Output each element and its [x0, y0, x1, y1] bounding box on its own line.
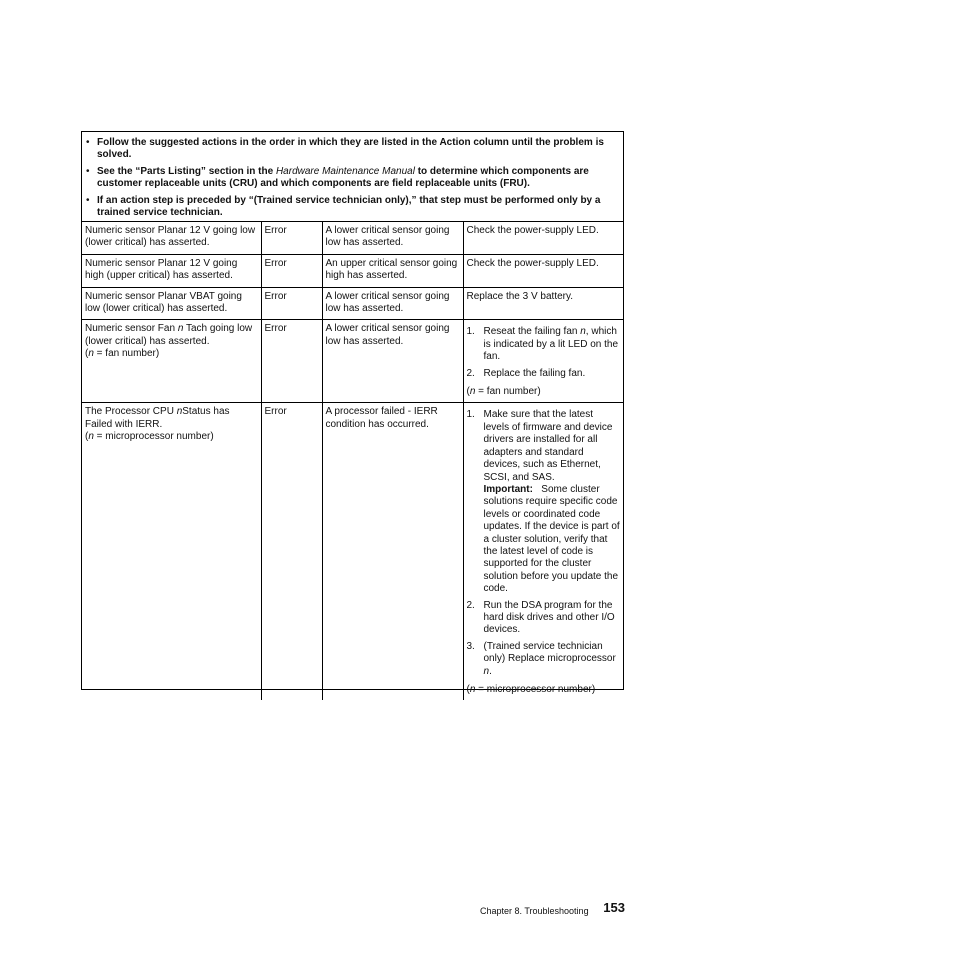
error-message-table	[81, 131, 624, 695]
action-step	[467, 409, 621, 595]
note-text: section in the	[205, 165, 276, 177]
messages-table	[82, 222, 623, 700]
step-number: 3.	[466, 640, 475, 652]
message-note: (	[85, 431, 89, 443]
variable-n: n	[469, 386, 476, 398]
variable-n: n	[177, 323, 184, 335]
action-cell: Check the power-supply LED.	[463, 254, 623, 287]
step-number: 1.	[466, 409, 475, 421]
step-text: (Trained service technician only) Replace microprocessor	[483, 640, 616, 665]
step-text: Reseat the failing fan	[483, 326, 581, 338]
action-cell: Replace the 3 V battery.	[463, 287, 623, 320]
type-cell: Error	[261, 254, 322, 287]
page-number: 153	[603, 900, 625, 915]
message-cell	[82, 403, 261, 700]
message-note: = microprocessor number)	[93, 431, 214, 443]
variable-n: n	[88, 431, 94, 443]
important-label: Important:	[483, 483, 533, 495]
action-footnote	[467, 386, 621, 398]
action-steps	[467, 326, 621, 380]
message-cell	[82, 320, 261, 403]
footnote-text: = microprocessor number)	[475, 684, 596, 695]
action-cell	[463, 403, 623, 700]
bullet-icon: •	[86, 137, 90, 148]
message-cell: Numeric sensor Planar 12 V going high (upper critical) has asserted.	[82, 254, 261, 287]
action-cell: Check the power-supply LED.	[463, 222, 623, 254]
note-item	[86, 166, 619, 191]
note-item	[86, 137, 619, 162]
step-number: 2.	[466, 367, 475, 379]
type-cell: Error	[261, 222, 322, 254]
action-cell	[463, 320, 623, 403]
explanation-cell: A lower critical sensor going low has asserted.	[322, 222, 463, 254]
message-text: The Processor CPU	[85, 406, 177, 418]
page-footer	[480, 902, 625, 918]
instruction-notes	[82, 132, 623, 222]
footnote-text: = fan number)	[475, 386, 541, 398]
variable-n: n	[469, 684, 476, 695]
table-row	[82, 222, 623, 254]
message-text: Status has Failed with IERR.	[85, 406, 230, 430]
action-step	[467, 326, 621, 363]
variable-n: n	[88, 348, 94, 360]
note-text: See the	[97, 165, 136, 177]
footnote-text: (	[466, 386, 470, 398]
variable-n: n	[483, 665, 490, 677]
footnote-text: (	[466, 684, 470, 695]
table-row	[82, 403, 623, 700]
explanation-cell: An upper critical sensor going high has asserted.	[322, 254, 463, 287]
action-steps	[467, 409, 621, 678]
table-row	[82, 287, 623, 320]
action-step	[467, 368, 621, 380]
action-footnote	[467, 684, 621, 696]
type-cell: Error	[261, 287, 322, 320]
message-note: (	[85, 348, 89, 360]
note-text: Follow the suggested actions in the order in which they are listed in the Action column until the problem is solved.	[97, 137, 604, 161]
step-text: Run the DSA program for the hard disk drives and other I/O devices.	[483, 599, 615, 636]
parts-listing-link[interactable]: “Parts Listing”	[135, 165, 206, 177]
manual-title: Hardware Maintenance Manual	[275, 165, 415, 177]
variable-n: n	[580, 326, 586, 338]
bullet-icon: •	[86, 165, 90, 177]
note-item	[86, 195, 619, 220]
message-note: = fan number)	[93, 348, 160, 360]
table-row	[82, 254, 623, 287]
message-text: Numeric sensor Fan	[85, 323, 178, 335]
step-text: Replace the failing fan.	[483, 367, 586, 379]
message-text: Tach going low (lower critical) has asserted.	[85, 323, 253, 347]
explanation-cell: A lower critical sensor going low has asserted.	[322, 287, 463, 320]
step-text: .	[489, 665, 492, 677]
message-cell: Numeric sensor Planar VBAT going low (lower critical) has asserted.	[82, 287, 261, 320]
important-text: Some cluster solutions require specific code levels or coordinated code updates. If the device is part of a cluster solution, verify that the latest level of code is supported for the cluster solution before you update the code.	[483, 483, 620, 595]
step-text: Make sure that the latest levels of firmware and device drivers are installed for all adapters and standard devices, such as Ethernet, SCSI, and SAS.	[483, 409, 613, 483]
type-cell: Error	[261, 320, 322, 403]
action-step	[467, 600, 621, 637]
table-row	[82, 320, 623, 403]
explanation-cell: A processor failed - IERR condition has occurred.	[322, 403, 463, 700]
bullet-icon: •	[86, 194, 90, 206]
explanation-cell: A lower critical sensor going low has asserted.	[322, 320, 463, 403]
step-number: 1.	[466, 326, 475, 338]
chapter-title: Chapter 8. Troubleshooting	[480, 906, 589, 916]
note-text: If an action step is preceded by “(Trained service technician only),” that step must be performed only by a trained service technician.	[97, 194, 601, 219]
step-number: 2.	[466, 599, 475, 611]
step-text: , which is indicated by a lit LED on the fan.	[483, 326, 619, 363]
action-step	[467, 641, 621, 678]
type-cell: Error	[261, 403, 322, 700]
message-cell: Numeric sensor Planar 12 V going low (lower critical) has asserted.	[82, 222, 261, 254]
note-text: to determine which components are customer replaceable units (CRU) and which components are field replaceable units (FRU).	[97, 165, 589, 190]
variable-n: n	[176, 406, 183, 418]
